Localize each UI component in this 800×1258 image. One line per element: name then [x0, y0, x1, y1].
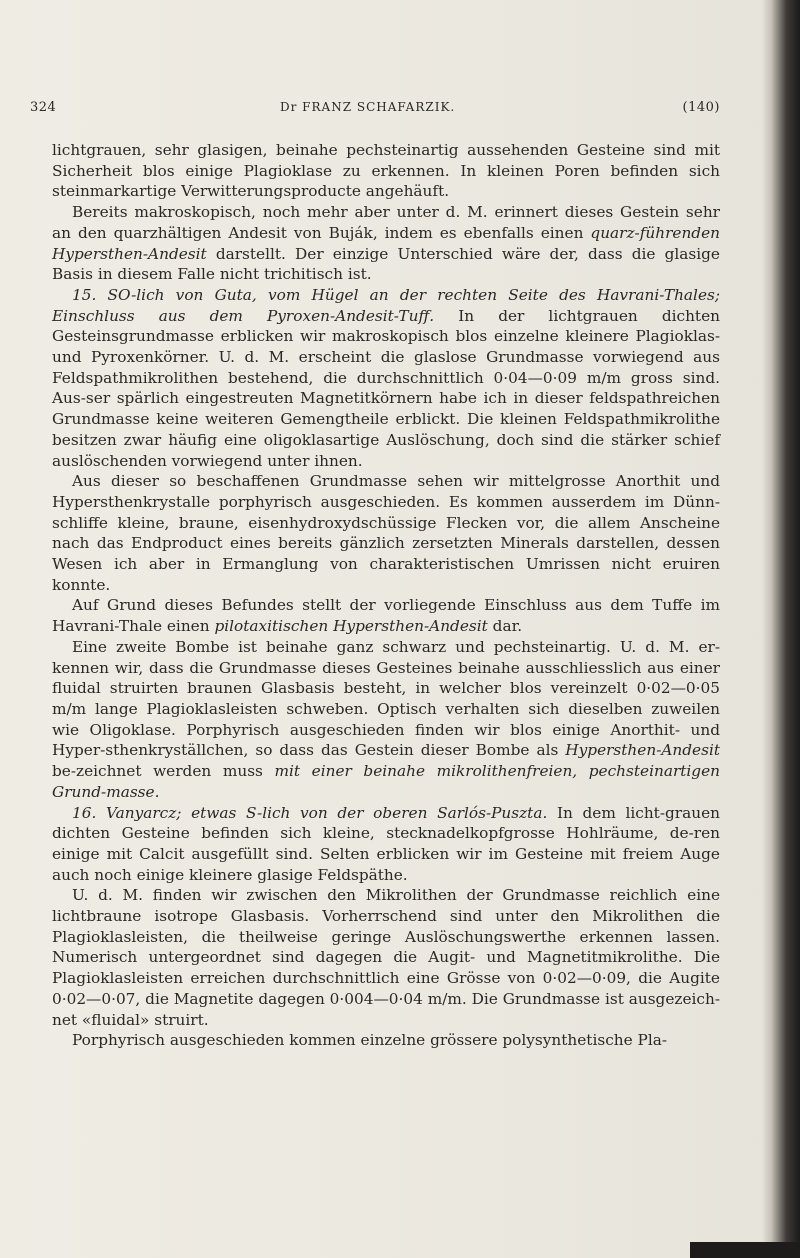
- rock-type-emphasis: Hypersthen-Andesit: [565, 741, 720, 760]
- paragraph-section-16: [52, 803, 720, 886]
- body-text: [52, 140, 720, 1051]
- paragraph: [52, 202, 720, 285]
- paragraph: [52, 595, 720, 636]
- scan-edge-bar: [690, 1242, 800, 1258]
- paragraph-text: Bereits makroskopisch, noch mehr aber unter d. M. erinnert dieses Gestein sehr an den quarzhältigen Andesit von Buják, indem es ebenfalls einen: [52, 203, 720, 242]
- paragraph: Aus dieser so beschaffenen Grundmasse sehen wir mittelgrosse Anorthit und Hypersthenkrystalle porphyrisch ausgeschieden. Es kommen ausserdem im Dünn-schliffe kleine, braune, eisenhydroxydschüssige Flecken vor, die allem Anscheine nach das Endproduct eines bereits gänzlich zersetzten Minerals darstellen, dessen Wesen ich aber in Ermanglung von charakteristischen Umrissen nicht eruiren konnte.: [52, 472, 720, 594]
- paragraph-text: Eine zweite Bombe ist beinahe ganz schwarz und pechsteinartig. U. d. M. er-kennen wir, dass die Grundmasse dieses Gesteines beinahe ausschliesslich aus einer fluidal struirten braunen Glasbasis besteht, in welcher blos vereinzelt 0·02—0·05 m/m lange Plagioklasleisten schweben. Optisch verhalten sich dieselben zuweilen wie Oligoklase. Porphyrisch ausgeschieden finden wir blos einige Anorthit- und Hyper-sthenkryställchen, so dass das Gestein dieser Bombe als: [52, 637, 720, 760]
- paragraph: lichtgrauen, sehr glasigen, beinahe pechsteinartig aussehenden Gesteine sind mit Sicherheit blos einige Plagioklase zu erkennen. In kleinen Poren befinden sich steinmarkartige Verwitterungsproducte angehäuft.: [52, 141, 720, 201]
- spine-shadow: [762, 0, 770, 1258]
- rock-type-emphasis: mit einer beinahe mikrolithenfreien, pechsteinartigen Grund-masse.: [52, 762, 720, 801]
- paragraph: [52, 637, 720, 803]
- paragraph-text: In dem licht-grauen dichten Gesteine befinden sich kleine, stecknadelkopfgrosse Hohlräume, de-ren einige mit Calcit ausgefüllt sind. Selten erblicken wir im Gesteine mit freiem Auge auch noch einige kleinere glasige Feldspäthe.: [52, 803, 720, 884]
- paragraph-text: In der lichtgrauen dichten Gesteinsgrundmasse erblicken wir makroskopisch blos einzelne kleinere Plagioklas- und Pyroxenkörner. U. d. M. erscheint die glaslose Grundmasse vorwiegend aus Feldspathmikrolithen bestehend, die durchschnittlich 0·04—0·09 m/m gross sind. Aus-ser spärlich eingestreuten Magnetitkörnern habe ich in dieser feldspathreichen Grundmasse keine weiteren Gemengtheile erblickt. Die kleinen Feldspathmikrolithe besitzen zwar häufig eine oligoklasartige Auslöschung, doch sind die stärker schief auslöschenden vorwiegend unter ihnen.: [52, 306, 720, 470]
- paragraph-text: Auf Grund dieses Befundes stellt der vorliegende Einschluss aus dem Tuffe im Havrani-Thale einen: [52, 596, 720, 636]
- paragraph-text: dar.: [487, 617, 523, 636]
- page-number: 324: [30, 100, 57, 115]
- rock-type-emphasis: pilotaxitischen Hypersthen-Andesit: [214, 617, 488, 636]
- book-spine: [770, 0, 800, 1258]
- paragraph-text: darstellt. Der einzige Unterschied wäre der, dass die glasige Basis in diesem Falle nicht trichitisch ist.: [52, 244, 720, 284]
- running-header: [30, 100, 720, 124]
- running-author: Dr FRANZ SCHAFARZIK.: [280, 100, 456, 114]
- paragraph-section-15: [52, 285, 720, 471]
- rock-type-emphasis: quarz-führenden Hypersthen-Andesit: [52, 223, 720, 263]
- section-page-number: (140): [682, 100, 720, 115]
- paragraph: U. d. M. finden wir zwischen den Mikrolithen der Grundmasse reichlich eine lichtbraune isotrope Glasbasis. Vorherrschend sind unter den Mikrolithen die Plagioklasleisten, die theilweise geringe Auslöschungswerthe erkennen lassen. Numerisch untergeordnet sind dagegen die Augit- und Magnetitmikrolithe. Die Plagioklasleisten erreichen durchschnittlich eine Grösse von 0·02—0·09, die Augite 0·02—0·07, die Magnetite dagegen 0·004—0·04 m/m. Die Grundmasse ist ausgezeich-net «fluidal» struirt.: [52, 886, 720, 1029]
- section-heading-15: 15. SO-lich von Guta, vom Hügel an der rechten Seite des Havrani-Thales; Einschluss aus dem Pyroxen-Andesit-Tuff.: [52, 285, 720, 325]
- section-heading-16: 16. Vanyarcz; etwas S-lich von der oberen Sarlós-Puszta.: [72, 803, 548, 822]
- paragraph: Porphyrisch ausgeschieden kommen einzelne grössere polysynthetische Pla-: [72, 1031, 668, 1050]
- paragraph-text: be-zeichnet werden muss: [52, 762, 275, 781]
